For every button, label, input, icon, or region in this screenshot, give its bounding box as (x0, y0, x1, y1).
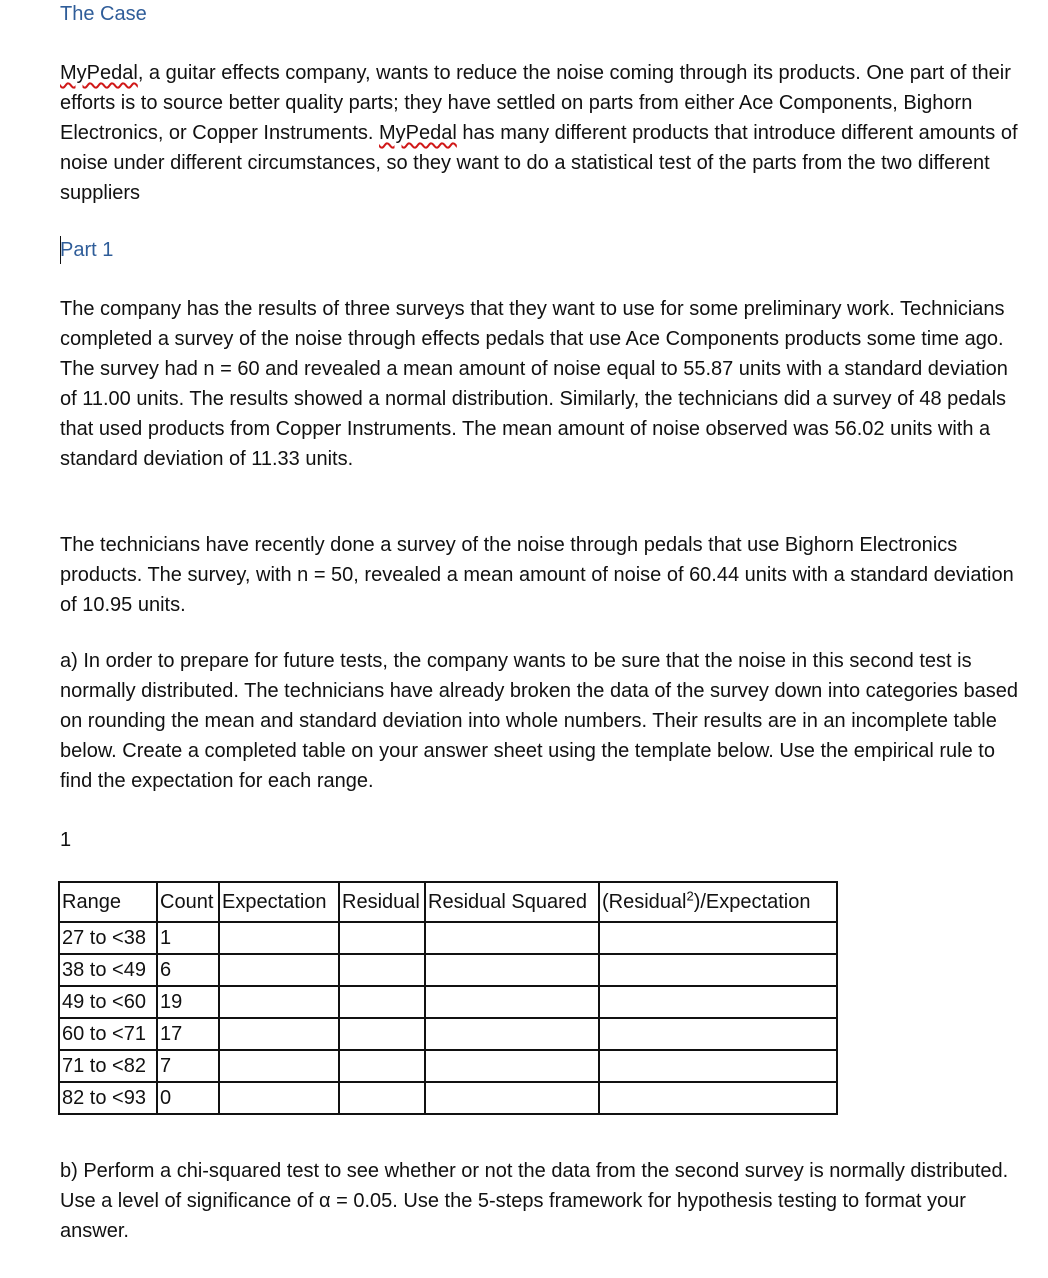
header-residual-squared: Residual Squared (425, 882, 599, 922)
cell-expectation (219, 922, 339, 954)
case-text-1: , a guitar effects company, wants to reduce the noise coming through its products. One part of their efforts is to source better quality parts; they have settled on parts from either Ace Components, Bighorn Electronics, or Copper Instruments. (60, 62, 1011, 144)
question-b: b) Perform a chi-squared test to see whether or not the data from the second survey is normally distributed. Use a level of significance of α = 0.05. Use the 5-steps framework for hypothesis testing to format your answer. (60, 1160, 1009, 1242)
cell-ratio (599, 922, 837, 954)
cell-ratio (599, 1050, 837, 1082)
cell-range: 71 to <82 (59, 1050, 157, 1082)
cell-residual-squared (425, 1082, 599, 1114)
header-ratio-post: )/Expectation (693, 890, 811, 913)
heading-the-case: The Case (60, 3, 147, 25)
header-ratio-pre: (Residual (602, 890, 687, 913)
cell-expectation (219, 986, 339, 1018)
cell-expectation (219, 1082, 339, 1114)
brand-name: MyPedal (379, 122, 457, 144)
cell-residual (339, 1050, 425, 1082)
cell-residual-squared (425, 1050, 599, 1082)
cell-ratio (599, 1018, 837, 1050)
cell-range: 27 to <38 (59, 922, 157, 954)
cell-residual (339, 922, 425, 954)
cell-ratio (599, 986, 837, 1018)
table-row (59, 1050, 837, 1082)
case-text-2: has many different products that introduce different amounts of noise under different circumstances, so they want to do a statistical test of the parts from the two different suppliers (60, 122, 1018, 204)
table-row (59, 986, 837, 1018)
brand-name: MyPedal (60, 62, 138, 84)
question-a: a) In order to prepare for future tests, the company wants to be sure that the noise in this second test is normally distributed. The technicians have already broken the data of the survey down into categories based on rounding the mean and standard deviation into whole numbers. Their results are in an incomplete table below. Create a completed table on your answer sheet using the template below. Use the empirical rule to find the expectation for each range. (60, 650, 1018, 792)
cell-range: 49 to <60 (59, 986, 157, 1018)
header-residual: Residual (339, 882, 425, 922)
cell-residual-squared (425, 922, 599, 954)
cell-count: 17 (157, 1018, 219, 1050)
cell-range: 38 to <49 (59, 954, 157, 986)
table-header-row (59, 882, 837, 922)
cell-expectation (219, 1018, 339, 1050)
table-number: 1 (60, 829, 72, 851)
header-expectation: Expectation (219, 882, 339, 922)
residual-table (58, 881, 838, 1115)
table-row (59, 922, 837, 954)
cell-count: 19 (157, 986, 219, 1018)
cell-count: 1 (157, 922, 219, 954)
cell-residual-squared (425, 954, 599, 986)
cell-expectation (219, 1050, 339, 1082)
cell-ratio (599, 1082, 837, 1114)
case-paragraph (60, 58, 1020, 208)
part1-paragraph-1: The company has the results of three surveys that they want to use for some preliminary work. Technicians completed a survey of the noise through effects pedals that use Ace Components products some time ago. The survey had n = 60 and revealed a mean amount of noise equal to 55.87 units with a standard deviation of 11.00 units. The results showed a normal distribution. Similarly, the technicians did a survey of 48 pedals that used products from Copper Instruments. The mean amount of noise observed was 56.02 units with a standard deviation of 11.33 units. (60, 298, 1008, 470)
cell-ratio (599, 954, 837, 986)
cell-residual (339, 1018, 425, 1050)
heading-part-1: Part 1 (60, 239, 114, 261)
cell-range: 60 to <71 (59, 1018, 157, 1050)
header-count: Count (157, 882, 219, 922)
header-range: Range (59, 882, 157, 922)
cell-residual-squared (425, 1018, 599, 1050)
table-row (59, 1082, 837, 1114)
cell-count: 7 (157, 1050, 219, 1082)
cell-residual (339, 954, 425, 986)
cell-count: 6 (157, 954, 219, 986)
part1-paragraph-2: The technicians have recently done a survey of the noise through pedals that use Bighorn Electronics products. The survey, with n = 50, revealed a mean amount of noise of 60.44 units with a standard deviation of 10.95 units. (60, 534, 1014, 616)
table-row (59, 1018, 837, 1050)
cell-count: 0 (157, 1082, 219, 1114)
cell-residual (339, 986, 425, 1018)
cell-residual-squared (425, 986, 599, 1018)
cell-expectation (219, 954, 339, 986)
cell-range: 82 to <93 (59, 1082, 157, 1114)
header-ratio-sup: 2 (686, 887, 694, 903)
table-row (59, 954, 837, 986)
cell-residual (339, 1082, 425, 1114)
header-ratio (599, 882, 837, 922)
